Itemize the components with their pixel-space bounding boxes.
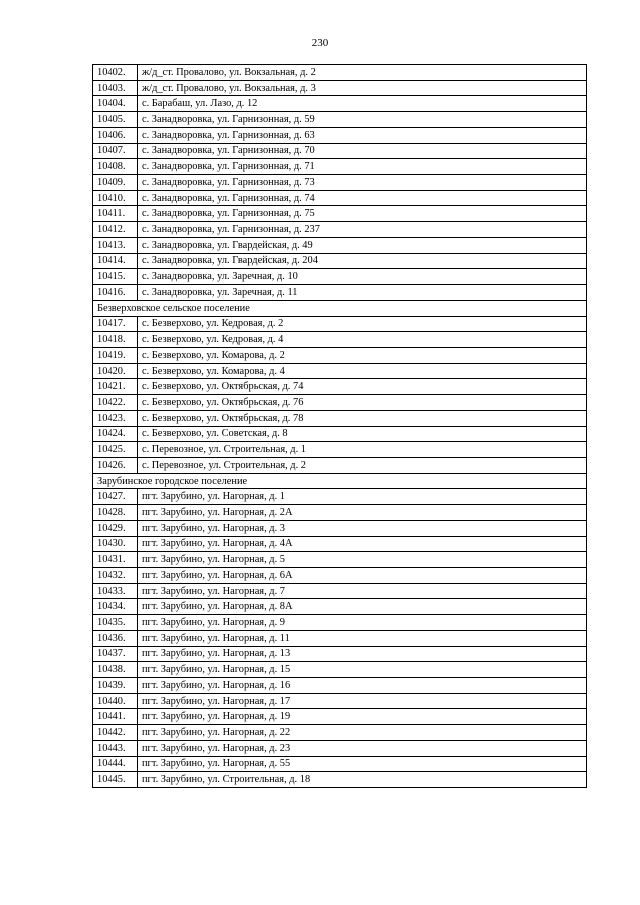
table-row [93, 159, 587, 175]
row-number: 10427. [93, 489, 138, 505]
row-address: с. Безверхово, ул. Советская, д. 8 [138, 426, 587, 442]
row-address: с. Занадворовка, ул. Гарнизонная, д. 75 [138, 206, 587, 222]
table-row [93, 222, 587, 238]
table-row [93, 599, 587, 615]
table-row [93, 725, 587, 741]
table-row [93, 630, 587, 646]
row-number: 10404. [93, 96, 138, 112]
row-number: 10417. [93, 316, 138, 332]
row-number: 10442. [93, 725, 138, 741]
row-number: 10441. [93, 709, 138, 725]
table-row [93, 285, 587, 301]
table-row [93, 127, 587, 143]
row-number: 10432. [93, 568, 138, 584]
row-address: с. Безверхово, ул. Октябрьская, д. 78 [138, 410, 587, 426]
address-table [92, 64, 587, 788]
row-number: 10402. [93, 65, 138, 81]
row-number: 10419. [93, 347, 138, 363]
address-table-body [93, 65, 587, 788]
row-address: с. Перевозное, ул. Строительная, д. 2 [138, 457, 587, 473]
row-number: 10405. [93, 112, 138, 128]
table-row [93, 316, 587, 332]
section-title: Зарубинское городское поселение [93, 473, 587, 489]
table-row [93, 678, 587, 694]
table-row [93, 615, 587, 631]
row-number: 10424. [93, 426, 138, 442]
row-number: 10421. [93, 379, 138, 395]
row-address: с. Занадворовка, ул. Гарнизонная, д. 73 [138, 175, 587, 191]
table-row [93, 269, 587, 285]
row-address: пгт. Зарубино, ул. Нагорная, д. 6А [138, 568, 587, 584]
table-row [93, 190, 587, 206]
table-row [93, 65, 587, 81]
row-address: с. Занадворовка, ул. Гарнизонная, д. 59 [138, 112, 587, 128]
row-address: пгт. Зарубино, ул. Нагорная, д. 4А [138, 536, 587, 552]
row-address: пгт. Зарубино, ул. Нагорная, д. 9 [138, 615, 587, 631]
row-address: пгт. Зарубино, ул. Нагорная, д. 55 [138, 756, 587, 772]
table-row [93, 363, 587, 379]
row-address: пгт. Зарубино, ул. Нагорная, д. 11 [138, 630, 587, 646]
row-address: с. Занадворовка, ул. Гвардейская, д. 49 [138, 237, 587, 253]
row-number: 10412. [93, 222, 138, 238]
row-number: 10431. [93, 552, 138, 568]
row-number: 10403. [93, 80, 138, 96]
row-address: пгт. Зарубино, ул. Нагорная, д. 13 [138, 646, 587, 662]
table-row [93, 379, 587, 395]
row-number: 10440. [93, 693, 138, 709]
row-address: с. Занадворовка, ул. Гарнизонная, д. 71 [138, 159, 587, 175]
table-row [93, 143, 587, 159]
table-row [93, 693, 587, 709]
row-number: 10413. [93, 237, 138, 253]
table-row [93, 395, 587, 411]
row-number: 10415. [93, 269, 138, 285]
row-number: 10433. [93, 583, 138, 599]
row-number: 10443. [93, 740, 138, 756]
row-address: с. Занадворовка, ул. Заречная, д. 11 [138, 285, 587, 301]
row-number: 10416. [93, 285, 138, 301]
table-row [93, 206, 587, 222]
row-address: с. Занадворовка, ул. Гарнизонная, д. 63 [138, 127, 587, 143]
table-row [93, 489, 587, 505]
row-address: с. Занадворовка, ул. Гарнизонная, д. 237 [138, 222, 587, 238]
row-address: пгт. Зарубино, ул. Нагорная, д. 1 [138, 489, 587, 505]
table-row [93, 520, 587, 536]
row-number: 10430. [93, 536, 138, 552]
table-row [93, 505, 587, 521]
row-address: с. Безверхово, ул. Октябрьская, д. 74 [138, 379, 587, 395]
row-address: с. Перевозное, ул. Строительная, д. 1 [138, 442, 587, 458]
table-row [93, 740, 587, 756]
row-number: 10423. [93, 410, 138, 426]
row-number: 10411. [93, 206, 138, 222]
table-row [93, 96, 587, 112]
row-number: 10437. [93, 646, 138, 662]
row-address: ж/д_ст. Провалово, ул. Вокзальная, д. 2 [138, 65, 587, 81]
row-number: 10420. [93, 363, 138, 379]
row-address: пгт. Зарубино, ул. Нагорная, д. 7 [138, 583, 587, 599]
table-row [93, 662, 587, 678]
section-title: Безверховское сельское поселение [93, 300, 587, 316]
table-row [93, 347, 587, 363]
row-address: пгт. Зарубино, ул. Нагорная, д. 15 [138, 662, 587, 678]
row-number: 10409. [93, 175, 138, 191]
row-address: пгт. Зарубино, ул. Нагорная, д. 5 [138, 552, 587, 568]
row-address: с. Безверхово, ул. Кедровая, д. 2 [138, 316, 587, 332]
row-number: 10435. [93, 615, 138, 631]
row-address: с. Занадворовка, ул. Гарнизонная, д. 70 [138, 143, 587, 159]
row-address: с. Безверхово, ул. Комарова, д. 4 [138, 363, 587, 379]
table-row [93, 237, 587, 253]
row-address: с. Барабаш, ул. Лазо, д. 12 [138, 96, 587, 112]
row-number: 10407. [93, 143, 138, 159]
table-row [93, 646, 587, 662]
table-row [93, 756, 587, 772]
row-address: пгт. Зарубино, ул. Нагорная, д. 17 [138, 693, 587, 709]
table-row [93, 442, 587, 458]
table-row [93, 112, 587, 128]
row-address: пгт. Зарубино, ул. Строительная, д. 18 [138, 772, 587, 788]
row-address: пгт. Зарубино, ул. Нагорная, д. 3 [138, 520, 587, 536]
table-row [93, 410, 587, 426]
row-address: с. Безверхово, ул. Октябрьская, д. 76 [138, 395, 587, 411]
row-number: 10425. [93, 442, 138, 458]
row-number: 10439. [93, 678, 138, 694]
row-number: 10418. [93, 332, 138, 348]
row-number: 10410. [93, 190, 138, 206]
table-row [93, 568, 587, 584]
section-header-row [93, 473, 587, 489]
table-row [93, 772, 587, 788]
row-number: 10444. [93, 756, 138, 772]
table-row [93, 175, 587, 191]
row-address: с. Занадворовка, ул. Гарнизонная, д. 74 [138, 190, 587, 206]
row-number: 10429. [93, 520, 138, 536]
row-address: с. Занадворовка, ул. Гвардейская, д. 204 [138, 253, 587, 269]
table-row [93, 583, 587, 599]
table-row [93, 552, 587, 568]
table-row [93, 536, 587, 552]
table-row [93, 332, 587, 348]
row-number: 10426. [93, 457, 138, 473]
row-address: пгт. Зарубино, ул. Нагорная, д. 23 [138, 740, 587, 756]
row-number: 10414. [93, 253, 138, 269]
section-header-row [93, 300, 587, 316]
row-number: 10428. [93, 505, 138, 521]
row-number: 10408. [93, 159, 138, 175]
row-number: 10436. [93, 630, 138, 646]
row-address: пгт. Зарубино, ул. Нагорная, д. 2А [138, 505, 587, 521]
row-address: пгт. Зарубино, ул. Нагорная, д. 22 [138, 725, 587, 741]
row-address: с. Безверхово, ул. Кедровая, д. 4 [138, 332, 587, 348]
page-number: 230 [311, 37, 329, 49]
table-row [93, 80, 587, 96]
row-number: 10438. [93, 662, 138, 678]
row-address: с. Занадворовка, ул. Заречная, д. 10 [138, 269, 587, 285]
row-address: пгт. Зарубино, ул. Нагорная, д. 8А [138, 599, 587, 615]
row-number: 10445. [93, 772, 138, 788]
table-row [93, 457, 587, 473]
row-number: 10434. [93, 599, 138, 615]
row-number: 10406. [93, 127, 138, 143]
row-address: с. Безверхово, ул. Комарова, д. 2 [138, 347, 587, 363]
table-row [93, 709, 587, 725]
table-row [93, 426, 587, 442]
row-number: 10422. [93, 395, 138, 411]
row-address: пгт. Зарубино, ул. Нагорная, д. 16 [138, 678, 587, 694]
row-address: пгт. Зарубино, ул. Нагорная, д. 19 [138, 709, 587, 725]
table-row [93, 253, 587, 269]
row-address: ж/д_ст. Провалово, ул. Вокзальная, д. 3 [138, 80, 587, 96]
